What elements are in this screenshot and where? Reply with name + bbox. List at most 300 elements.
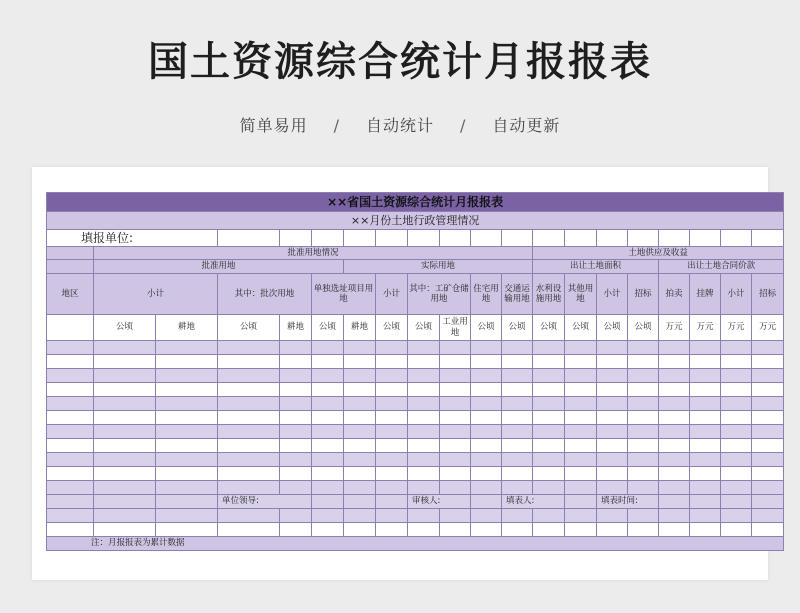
- data-cell[interactable]: [376, 411, 408, 425]
- data-cell[interactable]: [440, 341, 471, 355]
- data-cell[interactable]: [690, 355, 721, 369]
- data-cell[interactable]: [312, 369, 344, 383]
- data-cell[interactable]: [440, 481, 471, 495]
- data-cell[interactable]: [408, 369, 440, 383]
- data-cell[interactable]: [156, 453, 218, 467]
- data-cell[interactable]: [690, 341, 721, 355]
- data-cell[interactable]: [94, 481, 156, 495]
- data-cell[interactable]: [502, 523, 533, 537]
- data-cell[interactable]: [597, 341, 628, 355]
- data-cell[interactable]: [533, 481, 565, 495]
- data-cell[interactable]: [597, 481, 628, 495]
- data-cell[interactable]: [344, 453, 376, 467]
- data-cell[interactable]: [94, 341, 156, 355]
- data-cell[interactable]: [752, 509, 784, 523]
- data-cell[interactable]: [721, 481, 752, 495]
- data-cell[interactable]: [218, 397, 280, 411]
- data-cell[interactable]: [471, 425, 502, 439]
- data-cell[interactable]: [312, 341, 344, 355]
- data-cell[interactable]: [312, 439, 344, 453]
- data-cell[interactable]: [597, 509, 628, 523]
- data-cell[interactable]: [94, 355, 156, 369]
- data-cell[interactable]: [597, 467, 628, 481]
- unit-cell[interactable]: [440, 230, 471, 247]
- data-cell[interactable]: [218, 411, 280, 425]
- data-cell[interactable]: [312, 411, 344, 425]
- data-cell[interactable]: [218, 383, 280, 397]
- data-cell[interactable]: [280, 341, 312, 355]
- data-cell[interactable]: [597, 397, 628, 411]
- data-cell[interactable]: [471, 369, 502, 383]
- data-cell[interactable]: [94, 397, 156, 411]
- data-cell[interactable]: [440, 397, 471, 411]
- data-cell[interactable]: [408, 355, 440, 369]
- data-cell[interactable]: [47, 383, 94, 397]
- data-cell[interactable]: [312, 523, 344, 537]
- data-cell[interactable]: [47, 481, 94, 495]
- data-cell[interactable]: [721, 397, 752, 411]
- data-cell[interactable]: [440, 411, 471, 425]
- data-cell[interactable]: [628, 383, 659, 397]
- data-cell[interactable]: [533, 523, 565, 537]
- unit-farmland: 耕地: [156, 315, 218, 341]
- data-cell[interactable]: [659, 355, 690, 369]
- data-cell[interactable]: [471, 453, 502, 467]
- unit-cell[interactable]: [408, 230, 440, 247]
- data-cell[interactable]: [752, 341, 784, 355]
- data-cell[interactable]: [344, 523, 376, 537]
- data-cell[interactable]: [376, 369, 408, 383]
- data-cell[interactable]: [597, 425, 628, 439]
- data-cell[interactable]: [533, 355, 565, 369]
- data-cell[interactable]: [312, 467, 344, 481]
- data-cell[interactable]: [533, 425, 565, 439]
- table-row: [47, 397, 784, 411]
- data-cell[interactable]: [156, 397, 218, 411]
- data-cell[interactable]: [690, 467, 721, 481]
- data-cell[interactable]: [408, 411, 440, 425]
- data-cell[interactable]: [218, 523, 280, 537]
- data-cell[interactable]: [533, 341, 565, 355]
- data-cell[interactable]: [533, 509, 565, 523]
- data-cell[interactable]: [218, 453, 280, 467]
- data-cell[interactable]: [344, 397, 376, 411]
- data-cell[interactable]: [156, 355, 218, 369]
- data-cell[interactable]: [47, 411, 94, 425]
- header-bid: 招标: [628, 274, 659, 315]
- data-cell[interactable]: [752, 355, 784, 369]
- data-cell[interactable]: [502, 355, 533, 369]
- data-cell[interactable]: [752, 369, 784, 383]
- data-cell[interactable]: [376, 481, 408, 495]
- data-cell[interactable]: [376, 439, 408, 453]
- data-cell[interactable]: [721, 383, 752, 397]
- data-cell[interactable]: [565, 453, 597, 467]
- unit-wan-yuan: 万元: [690, 315, 721, 341]
- data-cell[interactable]: [47, 523, 94, 537]
- data-cell[interactable]: [659, 439, 690, 453]
- data-cell[interactable]: [659, 481, 690, 495]
- data-cell[interactable]: [156, 383, 218, 397]
- data-cell[interactable]: [280, 453, 312, 467]
- data-cell[interactable]: [47, 397, 94, 411]
- data-cell[interactable]: [376, 523, 408, 537]
- header-subtotal: 小计: [721, 274, 752, 315]
- data-cell[interactable]: [440, 509, 471, 523]
- data-cell[interactable]: [502, 481, 533, 495]
- data-cell[interactable]: [376, 509, 408, 523]
- data-cell[interactable]: [721, 509, 752, 523]
- data-cell[interactable]: [344, 383, 376, 397]
- data-cell[interactable]: [690, 481, 721, 495]
- unit-cell[interactable]: [659, 230, 690, 247]
- data-cell[interactable]: [94, 509, 156, 523]
- data-cell[interactable]: [565, 495, 597, 509]
- unit-cell[interactable]: [312, 230, 344, 247]
- data-cell[interactable]: [659, 341, 690, 355]
- data-cell[interactable]: [156, 467, 218, 481]
- unit-cell[interactable]: [376, 230, 408, 247]
- data-cell[interactable]: [752, 453, 784, 467]
- data-cell[interactable]: [344, 509, 376, 523]
- data-cell[interactable]: [471, 355, 502, 369]
- data-cell[interactable]: [156, 523, 218, 537]
- data-cell[interactable]: [280, 439, 312, 453]
- data-cell[interactable]: [344, 411, 376, 425]
- unit-cell[interactable]: [218, 230, 280, 247]
- data-cell[interactable]: [565, 411, 597, 425]
- data-cell[interactable]: [408, 523, 440, 537]
- data-cell[interactable]: [376, 355, 408, 369]
- data-cell[interactable]: [47, 425, 94, 439]
- data-cell[interactable]: [408, 467, 440, 481]
- data-cell[interactable]: [565, 467, 597, 481]
- data-cell[interactable]: [218, 425, 280, 439]
- data-cell[interactable]: [533, 467, 565, 481]
- data-cell[interactable]: [533, 369, 565, 383]
- data-cell[interactable]: [690, 523, 721, 537]
- data-cell[interactable]: [565, 355, 597, 369]
- data-cell[interactable]: [156, 341, 218, 355]
- data-cell[interactable]: [628, 523, 659, 537]
- data-cell[interactable]: [597, 453, 628, 467]
- data-cell[interactable]: [218, 341, 280, 355]
- data-cell[interactable]: [502, 453, 533, 467]
- data-cell[interactable]: [690, 495, 721, 509]
- data-cell[interactable]: [533, 383, 565, 397]
- data-cell[interactable]: [312, 453, 344, 467]
- data-cell[interactable]: [280, 397, 312, 411]
- unit-cell[interactable]: [628, 230, 659, 247]
- data-cell[interactable]: [156, 439, 218, 453]
- data-cell[interactable]: [376, 425, 408, 439]
- data-cell[interactable]: [408, 439, 440, 453]
- data-cell[interactable]: [659, 467, 690, 481]
- unit-cell[interactable]: [597, 230, 628, 247]
- data-cell[interactable]: [471, 467, 502, 481]
- data-cell[interactable]: [156, 425, 218, 439]
- data-cell[interactable]: [344, 439, 376, 453]
- data-cell[interactable]: [659, 411, 690, 425]
- data-cell[interactable]: [597, 411, 628, 425]
- data-cell[interactable]: [280, 355, 312, 369]
- table-row: [47, 481, 784, 495]
- data-cell[interactable]: [721, 467, 752, 481]
- data-cell[interactable]: [690, 439, 721, 453]
- data-cell[interactable]: [471, 495, 502, 509]
- data-cell[interactable]: [312, 397, 344, 411]
- data-cell[interactable]: [628, 411, 659, 425]
- data-cell[interactable]: [471, 383, 502, 397]
- data-cell[interactable]: [721, 439, 752, 453]
- data-cell[interactable]: [502, 467, 533, 481]
- data-cell[interactable]: [94, 383, 156, 397]
- data-cell[interactable]: [597, 523, 628, 537]
- unit-cell[interactable]: [721, 230, 752, 247]
- data-cell[interactable]: [376, 495, 408, 509]
- data-cell[interactable]: [218, 481, 280, 495]
- data-cell[interactable]: [376, 397, 408, 411]
- data-cell[interactable]: [344, 425, 376, 439]
- data-cell[interactable]: [312, 355, 344, 369]
- data-cell[interactable]: [752, 467, 784, 481]
- data-cell[interactable]: [565, 397, 597, 411]
- data-cell[interactable]: [659, 425, 690, 439]
- data-cell[interactable]: [628, 453, 659, 467]
- data-cell[interactable]: [721, 369, 752, 383]
- data-cell[interactable]: [94, 453, 156, 467]
- data-cell[interactable]: [690, 425, 721, 439]
- data-cell[interactable]: [628, 397, 659, 411]
- data-cell[interactable]: [597, 383, 628, 397]
- data-cell[interactable]: [565, 509, 597, 523]
- leader-label: 单位领导:: [218, 495, 312, 509]
- data-cell[interactable]: [565, 383, 597, 397]
- data-cell[interactable]: [533, 439, 565, 453]
- data-cell[interactable]: [628, 425, 659, 439]
- data-cell[interactable]: [721, 425, 752, 439]
- data-cell[interactable]: [659, 523, 690, 537]
- data-cell[interactable]: [218, 355, 280, 369]
- data-cell[interactable]: [218, 467, 280, 481]
- data-cell[interactable]: [312, 383, 344, 397]
- data-cell[interactable]: [156, 411, 218, 425]
- data-cell[interactable]: [376, 383, 408, 397]
- data-cell[interactable]: [502, 425, 533, 439]
- data-cell[interactable]: [752, 397, 784, 411]
- unit-cell[interactable]: [752, 230, 784, 247]
- data-cell[interactable]: [408, 397, 440, 411]
- data-cell[interactable]: [312, 425, 344, 439]
- data-cell[interactable]: [502, 397, 533, 411]
- data-cell[interactable]: [47, 509, 94, 523]
- data-cell[interactable]: [533, 411, 565, 425]
- data-cell[interactable]: [440, 467, 471, 481]
- data-cell[interactable]: [471, 397, 502, 411]
- unit-cell[interactable]: [533, 230, 565, 247]
- data-cell[interactable]: [628, 509, 659, 523]
- data-cell[interactable]: [628, 439, 659, 453]
- data-cell[interactable]: [533, 453, 565, 467]
- data-cell[interactable]: [502, 509, 533, 523]
- subtitle-separator: /: [460, 116, 467, 135]
- unit-cell[interactable]: [471, 230, 502, 247]
- data-cell[interactable]: [471, 411, 502, 425]
- data-cell[interactable]: [721, 453, 752, 467]
- data-cell[interactable]: [502, 341, 533, 355]
- data-cell[interactable]: [597, 355, 628, 369]
- data-cell[interactable]: [408, 481, 440, 495]
- unit-cell[interactable]: [344, 230, 376, 247]
- preparer-label: 填表人:: [502, 495, 565, 509]
- data-cell[interactable]: [502, 439, 533, 453]
- data-cell[interactable]: [344, 481, 376, 495]
- data-cell[interactable]: [280, 523, 312, 537]
- data-cell[interactable]: [690, 397, 721, 411]
- data-cell[interactable]: [280, 425, 312, 439]
- unit-cell[interactable]: [565, 230, 597, 247]
- data-cell[interactable]: [752, 411, 784, 425]
- data-cell[interactable]: [440, 523, 471, 537]
- data-cell[interactable]: [628, 341, 659, 355]
- data-cell[interactable]: [280, 509, 312, 523]
- table-row: [47, 523, 784, 537]
- data-cell[interactable]: [94, 369, 156, 383]
- unit-cell[interactable]: [690, 230, 721, 247]
- data-cell[interactable]: [533, 397, 565, 411]
- data-cell[interactable]: [94, 495, 156, 509]
- unit-cell[interactable]: [502, 230, 533, 247]
- data-cell[interactable]: [565, 439, 597, 453]
- data-cell[interactable]: [565, 523, 597, 537]
- data-cell[interactable]: [440, 439, 471, 453]
- data-cell[interactable]: [502, 411, 533, 425]
- data-cell[interactable]: [156, 495, 218, 509]
- data-cell[interactable]: [502, 369, 533, 383]
- data-cell[interactable]: [312, 481, 344, 495]
- data-cell[interactable]: [408, 509, 440, 523]
- data-cell[interactable]: [565, 341, 597, 355]
- data-cell[interactable]: [47, 467, 94, 481]
- data-cell[interactable]: [721, 495, 752, 509]
- data-cell[interactable]: [94, 439, 156, 453]
- data-cell[interactable]: [597, 439, 628, 453]
- data-cell[interactable]: [312, 495, 344, 509]
- data-cell[interactable]: [47, 369, 94, 383]
- data-cell[interactable]: [376, 467, 408, 481]
- data-cell[interactable]: [408, 383, 440, 397]
- data-cell[interactable]: [312, 509, 344, 523]
- data-cell[interactable]: [502, 383, 533, 397]
- data-cell[interactable]: [721, 411, 752, 425]
- data-cell[interactable]: [659, 369, 690, 383]
- data-cell[interactable]: [659, 453, 690, 467]
- data-cell[interactable]: [156, 369, 218, 383]
- data-cell[interactable]: [94, 425, 156, 439]
- data-cell[interactable]: [94, 467, 156, 481]
- data-cell[interactable]: [659, 495, 690, 509]
- data-cell[interactable]: [752, 439, 784, 453]
- data-cell[interactable]: [344, 495, 376, 509]
- data-cell[interactable]: [752, 495, 784, 509]
- data-cell[interactable]: [752, 481, 784, 495]
- data-cell[interactable]: [408, 341, 440, 355]
- data-cell[interactable]: [752, 383, 784, 397]
- data-cell[interactable]: [659, 383, 690, 397]
- data-cell[interactable]: [690, 369, 721, 383]
- data-cell[interactable]: [628, 481, 659, 495]
- data-cell[interactable]: [280, 383, 312, 397]
- data-cell[interactable]: [408, 453, 440, 467]
- data-cell[interactable]: [376, 341, 408, 355]
- data-cell[interactable]: [94, 411, 156, 425]
- data-cell[interactable]: [628, 369, 659, 383]
- data-cell[interactable]: [218, 439, 280, 453]
- data-cell[interactable]: [628, 467, 659, 481]
- data-cell[interactable]: [690, 453, 721, 467]
- data-cell[interactable]: [565, 481, 597, 495]
- data-cell[interactable]: [565, 425, 597, 439]
- data-cell[interactable]: [471, 439, 502, 453]
- data-cell[interactable]: [659, 509, 690, 523]
- data-cell[interactable]: [47, 495, 94, 509]
- data-cell[interactable]: [440, 383, 471, 397]
- data-cell[interactable]: [280, 411, 312, 425]
- data-cell[interactable]: [218, 369, 280, 383]
- data-cell[interactable]: [218, 509, 280, 523]
- data-cell[interactable]: [47, 341, 94, 355]
- data-cell[interactable]: [440, 369, 471, 383]
- data-cell[interactable]: [471, 523, 502, 537]
- data-cell[interactable]: [721, 523, 752, 537]
- data-cell[interactable]: [156, 481, 218, 495]
- data-cell[interactable]: [344, 467, 376, 481]
- unit-hectare: 公顷: [94, 315, 156, 341]
- data-cell[interactable]: [597, 369, 628, 383]
- data-cell[interactable]: [659, 397, 690, 411]
- data-cell[interactable]: [690, 411, 721, 425]
- data-cell[interactable]: [471, 481, 502, 495]
- data-cell[interactable]: [344, 341, 376, 355]
- data-cell[interactable]: [471, 341, 502, 355]
- data-cell[interactable]: [156, 509, 218, 523]
- data-cell[interactable]: [565, 369, 597, 383]
- data-cell[interactable]: [47, 453, 94, 467]
- data-cell[interactable]: [344, 369, 376, 383]
- data-cell[interactable]: [344, 355, 376, 369]
- data-cell[interactable]: [280, 467, 312, 481]
- data-cell[interactable]: [440, 425, 471, 439]
- data-cell[interactable]: [47, 355, 94, 369]
- data-cell[interactable]: [721, 341, 752, 355]
- data-cell[interactable]: [47, 439, 94, 453]
- data-cell[interactable]: [690, 509, 721, 523]
- data-cell[interactable]: [440, 355, 471, 369]
- data-cell[interactable]: [376, 453, 408, 467]
- data-cell[interactable]: [94, 523, 156, 537]
- data-cell[interactable]: [440, 453, 471, 467]
- data-cell[interactable]: [752, 425, 784, 439]
- data-cell[interactable]: [280, 481, 312, 495]
- data-cell[interactable]: [280, 369, 312, 383]
- unit-cell[interactable]: [280, 230, 312, 247]
- data-cell[interactable]: [752, 523, 784, 537]
- data-cell[interactable]: [628, 355, 659, 369]
- data-cell[interactable]: [408, 425, 440, 439]
- data-cell[interactable]: [471, 509, 502, 523]
- data-cell[interactable]: [690, 383, 721, 397]
- data-cell[interactable]: [721, 355, 752, 369]
